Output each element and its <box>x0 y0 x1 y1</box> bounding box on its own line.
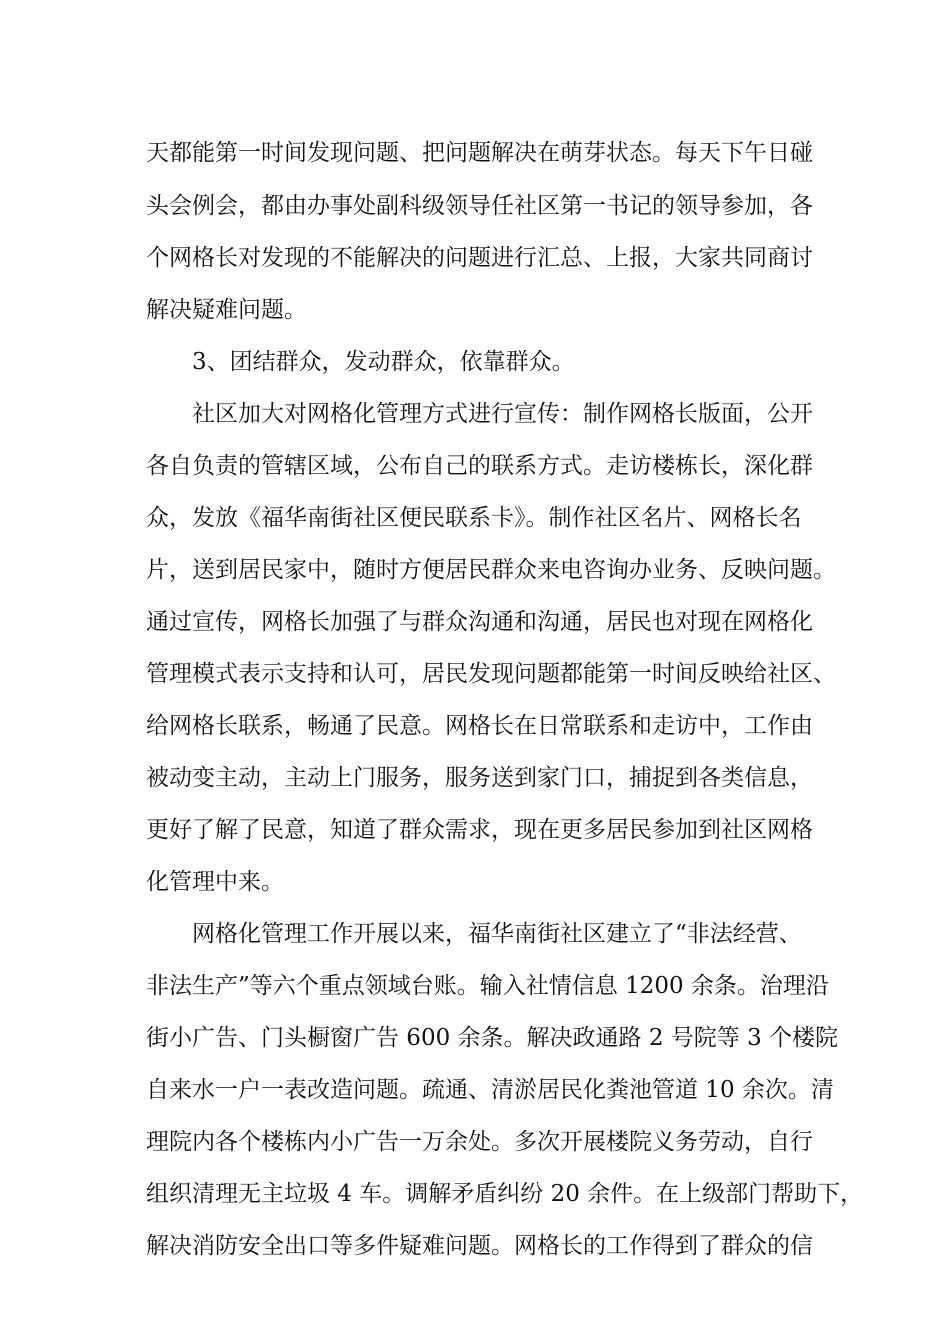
text-line: 管理模式表示支持和认可，居民发现问题都能第一时间反映给社区、 <box>146 661 836 687</box>
text-line: 片，送到居民家中，随时方便居民群众来电咨询办业务、反映问题。 <box>146 557 836 583</box>
text-line: 社区加大对网格化管理方式进行宣传：制作网格长版面，公开 <box>192 401 813 427</box>
text-line: 个网格长对发现的不能解决的问题进行汇总、上报，大家共同商讨 <box>146 245 813 271</box>
text-line: 通过宣传，网格长加强了与群众沟通和沟通，居民也对现在网格化 <box>146 609 813 635</box>
text-line: 被动变主动，主动上门服务，服务送到家门口，捕捉到各类信息， <box>146 765 813 791</box>
text-line: 非法生产”等六个重点领域台账。输入社情信息 1200 余条。治理沿 <box>146 973 829 999</box>
text-line: 自来水一户一表改造问题。疏通、清淤居民化粪池管道 10 余次。清 <box>146 1077 834 1103</box>
text-line: 给网格长联系，畅通了民意。网格长在日常联系和走访中，工作由 <box>146 713 813 739</box>
text-line: 众，发放《福华南街社区便民联系卡》。制作社区名片、网格长名 <box>146 505 802 531</box>
text-line: 天都能第一时间发现问题、把问题解决在萌芽状态。每天下午日碰 <box>146 140 813 166</box>
text-line: 更好了解了民意，知道了群众需求，现在更多居民参加到社区网格 <box>146 817 813 843</box>
text-line: 网格化管理工作开展以来，福华南街社区建立了“非法经营、 <box>192 921 802 947</box>
text-line: 街小广告、门头橱窗广告 600 余条。解决政通路 2 号院等 3 个楼院 <box>146 1025 839 1051</box>
text-line: 解决消防安全出口等多件疑难问题。网格长的工作得到了群众的信 <box>146 1233 813 1259</box>
text-line: 解决疑难问题。 <box>146 297 307 323</box>
text-line: 各自负责的管辖区域，公布自己的联系方式。走访楼栋长，深化群 <box>146 453 813 479</box>
text-line: 头会例会，都由办事处副科级领导任社区第一书记的领导参加，各 <box>146 193 813 219</box>
section-heading: 3、团结群众，发动群众，依靠群众。 <box>192 349 575 375</box>
text-line: 理院内各个楼栋内小广告一万余处。多次开展楼院义务劳动，自行 <box>146 1129 813 1155</box>
text-line: 组织清理无主垃圾 4 车。调解矛盾纠纷 20 余件。在上级部门帮助下， <box>146 1181 864 1207</box>
text-line: 化管理中来。 <box>146 869 284 895</box>
